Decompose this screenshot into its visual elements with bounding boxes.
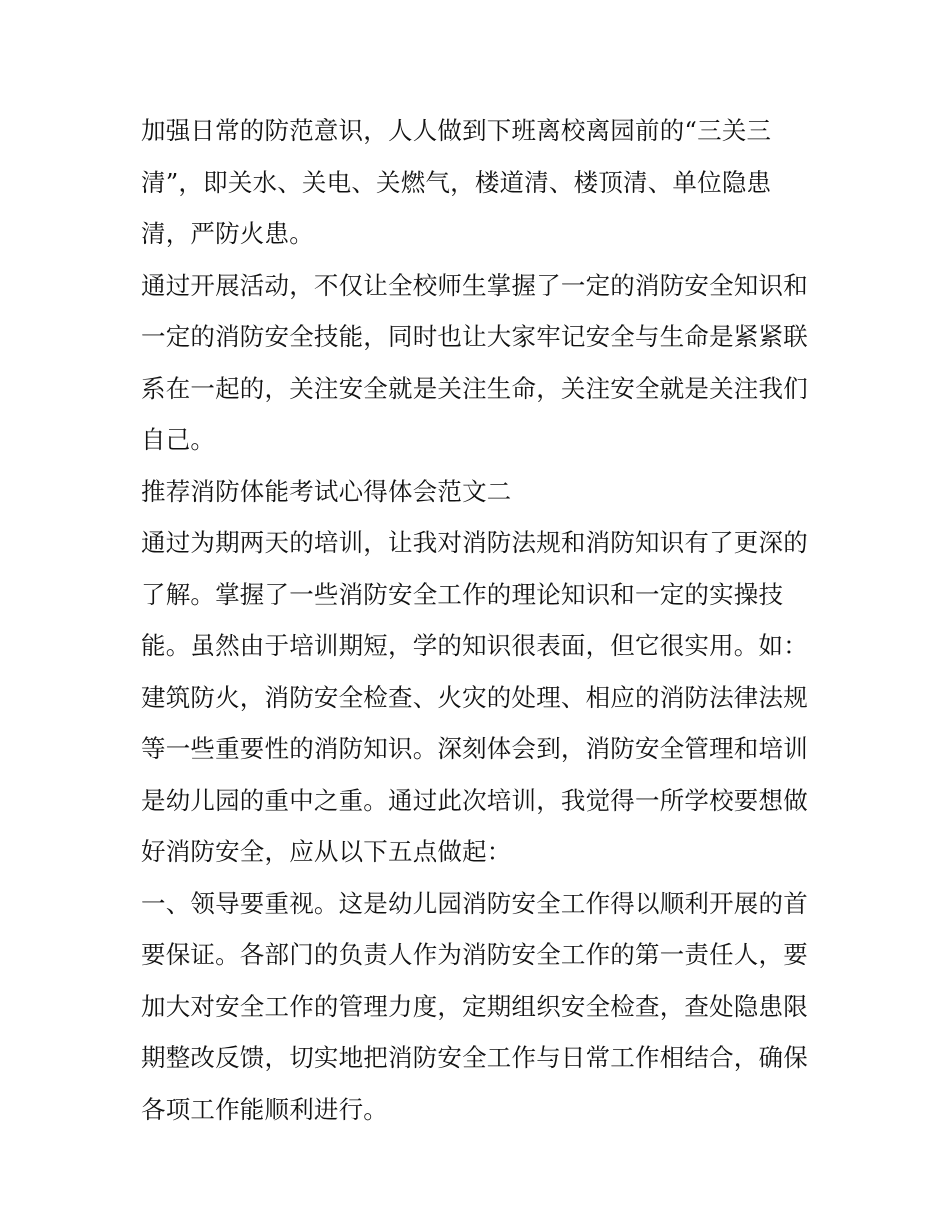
- text-line: 系在一起的，关注安全就是关注生命，关注安全就是关注我们: [141, 373, 808, 403]
- text-line: 要保证。各部门的负责人作为消防安全工作的第一责任人，要: [141, 940, 808, 969]
- text-line: 能。虽然由于培训期短，学的知识很表面，但它很实用。如：: [141, 631, 808, 660]
- text-line: 加大对安全工作的管理力度，定期组织安全检查，查处隐患限: [141, 991, 808, 1021]
- text-line: 自己。: [141, 425, 216, 454]
- text-line: 通过为期两天的培训，让我对消防法规和消防知识有了更深的: [141, 528, 808, 557]
- text-line: 好消防安全，应从以下五点做起：: [141, 837, 512, 866]
- paragraph-training-reflection: [141, 517, 816, 878]
- text-line: 各项工作能顺利进行。: [141, 1094, 388, 1124]
- text-line: 是幼儿园的重中之重。通过此次培训，我觉得一所学校要想做: [141, 785, 808, 815]
- text-line: 一定的消防安全技能，同时也让大家牢记安全与生命是紧紧联: [141, 322, 808, 351]
- text-line: 一、领导要重视。这是幼儿园消防安全工作得以顺利开展的首: [141, 888, 808, 918]
- document-body: [141, 105, 816, 1135]
- section-heading: [141, 466, 816, 518]
- text-line: 了解。掌握了一些消防安全工作的理论知识和一定的实操技: [141, 579, 784, 609]
- text-line: 建筑防火，消防安全检查、火灾的处理、相应的消防法律法规: [141, 682, 808, 712]
- text-line: 期整改反馈，切实地把消防安全工作与日常工作相结合，确保: [141, 1043, 808, 1072]
- text-line: 等一些重要性的消防知识。深刻体会到，消防安全管理和培训: [141, 734, 808, 763]
- text-line: 清”，即关水、关电、关燃气，楼道清、楼顶清、单位隐患: [141, 167, 772, 197]
- text-line: 清，严防火患。: [141, 219, 314, 248]
- text-line: 加强日常的防范意识，人人做到下班离校离园前的“三关三: [141, 116, 772, 145]
- paragraph-point-one-leadership: [141, 878, 816, 1136]
- section-heading-text: 推荐消防体能考试心得体会范文二: [141, 476, 512, 506]
- paragraph-fire-prevention-awareness: [141, 105, 816, 260]
- text-line: 通过开展活动，不仅让全校师生掌握了一定的消防安全知识和: [141, 270, 808, 300]
- paragraph-activity-outcome: [141, 260, 816, 466]
